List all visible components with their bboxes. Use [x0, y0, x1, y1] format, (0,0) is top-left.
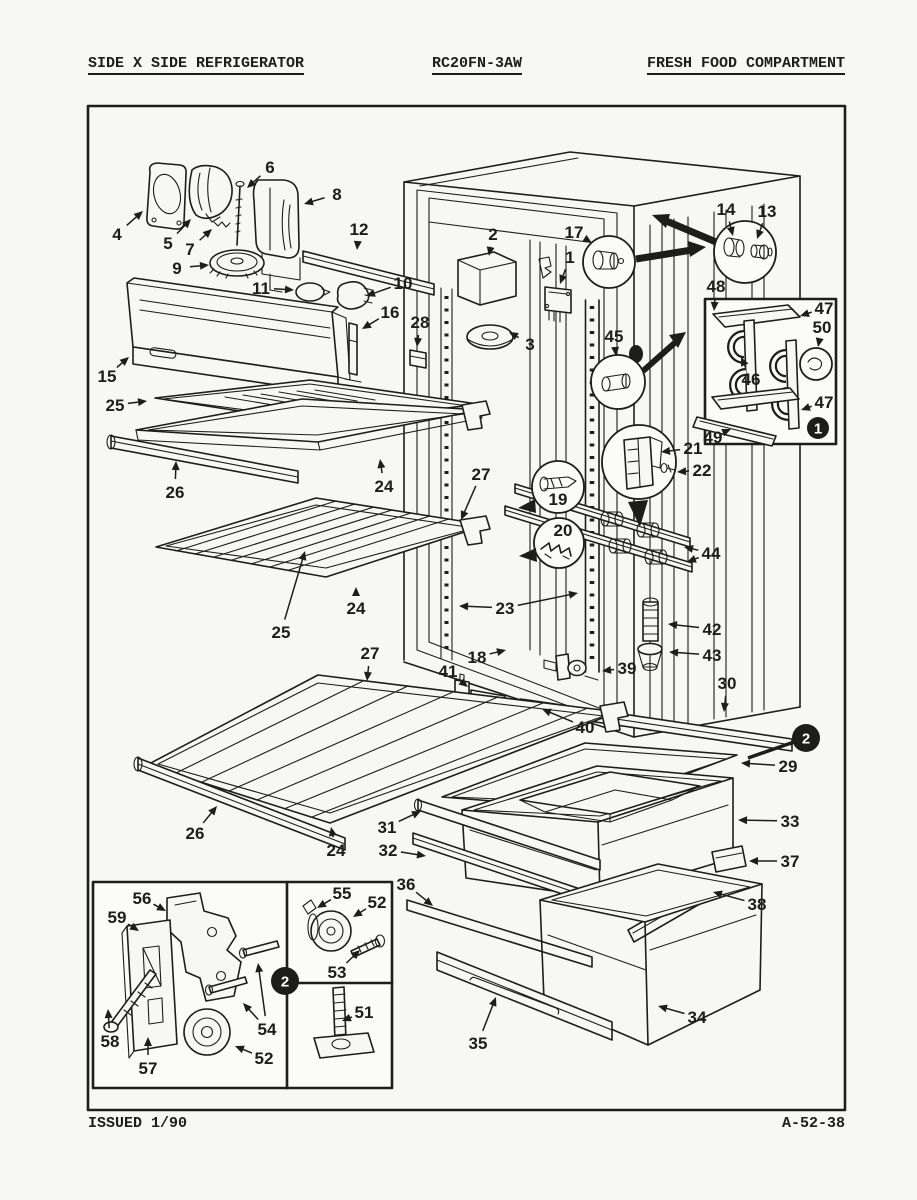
leader-arrowhead — [459, 602, 468, 610]
part-number-label: 32 — [378, 841, 398, 860]
part-number-label: 17 — [564, 223, 584, 242]
part-number-label: 43 — [702, 646, 722, 665]
part-number-label: 57 — [138, 1059, 158, 1078]
leader-arrowhead — [658, 1005, 668, 1013]
leader-arrowhead — [364, 672, 372, 681]
part-number-label: 45 — [604, 327, 624, 346]
part-number-label: 55 — [332, 884, 352, 903]
leader-arrowhead — [496, 648, 506, 656]
leader-arrowhead — [352, 587, 360, 596]
part-number-label: 15 — [97, 367, 117, 386]
leader-arrowhead — [354, 241, 362, 250]
lamp-and-control-parts — [127, 163, 434, 394]
leader-arrowhead — [285, 286, 294, 294]
leader-arrowhead — [568, 591, 578, 599]
part-number-label: 59 — [107, 908, 127, 927]
part-number-label: 23 — [495, 599, 515, 618]
part-number-label: 56 — [132, 889, 152, 908]
part-number-label: 10 — [393, 274, 413, 293]
part-number-label: 52 — [254, 1049, 274, 1068]
part-number-label: 14 — [716, 200, 736, 219]
part-number-label: 26 — [165, 483, 185, 502]
part-number-label: 8 — [332, 185, 342, 204]
part-number-label: 50 — [812, 318, 832, 337]
part-number-label: 20 — [553, 521, 573, 540]
part-number-label: 21 — [683, 439, 703, 458]
part-number-label: 5 — [163, 234, 173, 253]
part-number-label: 2 — [488, 225, 498, 244]
leader-arrowhead — [668, 621, 677, 629]
part-number-label: 25 — [271, 623, 291, 642]
part-number-label: 7 — [185, 240, 195, 259]
part-number-label: 48 — [706, 277, 726, 296]
part-number-label: 24 — [346, 599, 366, 618]
part-number-label: 33 — [780, 812, 800, 831]
part-number-label: 46 — [741, 370, 761, 389]
leader-arrowhead — [172, 461, 180, 470]
part-number-label: 19 — [548, 490, 568, 509]
part-number-label: 25 — [105, 396, 125, 415]
part-number-label: 22 — [692, 461, 712, 480]
part-number-label: 1 — [565, 248, 575, 267]
leader-arrowhead — [489, 997, 496, 1007]
part-number-label: 34 — [687, 1008, 707, 1027]
part-number-label: 54 — [257, 1020, 277, 1039]
part-number-label: 49 — [703, 428, 723, 447]
part-number-label: 24 — [326, 841, 346, 860]
header-model-category: SIDE X SIDE REFRIGERATOR — [88, 55, 304, 75]
leader-arrowhead — [304, 198, 314, 206]
leader-arrowhead — [200, 262, 209, 270]
footer-issued-date: ISSUED 1/90 — [88, 1115, 188, 1132]
leader-arrowhead — [749, 857, 758, 865]
part-number-label: 38 — [747, 895, 767, 914]
leader-arrowhead — [582, 235, 592, 243]
leader-arrowhead — [721, 703, 729, 712]
leader-arrowhead — [414, 338, 422, 347]
leader-line — [742, 820, 777, 821]
callout-badge-number: 2 — [801, 730, 811, 748]
part-number-label: 31 — [377, 818, 397, 837]
part-number-label: 41 — [438, 662, 458, 681]
part-number-label: 27 — [471, 465, 491, 484]
part-number-label: 18 — [467, 648, 487, 667]
part-number-label: 52 — [367, 893, 387, 912]
part-number-label: 47 — [814, 299, 834, 318]
part-number-label: 40 — [575, 718, 595, 737]
part-number-label: 24 — [374, 477, 394, 496]
part-number-label: 16 — [380, 303, 400, 322]
footer-page-number: A-52-38 — [781, 1115, 845, 1132]
leader-arrowhead — [377, 459, 385, 469]
crisper-assembly — [407, 742, 794, 1045]
part-number-label: 51 — [354, 1003, 374, 1022]
part-number-label: 47 — [814, 393, 834, 412]
part-number-label: 28 — [410, 313, 430, 332]
part-number-label: 9 — [172, 259, 182, 278]
part-number-label: 35 — [468, 1034, 488, 1053]
leader-arrowhead — [138, 398, 147, 406]
header-section-title: FRESH FOOD COMPARTMENT — [647, 55, 845, 75]
part-number-label: 4 — [112, 225, 122, 244]
leader-arrowhead — [738, 816, 747, 824]
part-number-label: 13 — [757, 202, 777, 221]
leader-arrowhead — [362, 321, 372, 329]
part-number-label: 36 — [396, 875, 416, 894]
part-number-label: 30 — [717, 674, 737, 693]
part-number-label: 12 — [349, 220, 369, 239]
part-number-label: 53 — [327, 963, 347, 982]
part-number-label: 11 — [252, 279, 270, 298]
part-number-label: 29 — [778, 757, 798, 776]
part-number-label: 3 — [525, 335, 535, 354]
callout-badge-number: 1 — [813, 420, 823, 438]
leader-arrowhead — [677, 467, 686, 475]
header-model-number: RC20FN-3AW — [432, 55, 522, 75]
inset-detail-box-2 — [93, 882, 392, 1088]
part-number-label: 42 — [702, 620, 722, 639]
leader-arrowhead — [602, 666, 611, 674]
part-number-label: 26 — [185, 824, 205, 843]
leader-arrowhead — [741, 760, 750, 768]
leader-arrowhead — [417, 851, 427, 859]
part-number-label: 39 — [617, 659, 637, 678]
part-number-label: 37 — [780, 852, 800, 871]
part-number-label: 58 — [100, 1032, 120, 1051]
callout-badge-number: 2 — [280, 973, 290, 991]
part-number-label: 44 — [701, 544, 721, 563]
part-number-label: 6 — [265, 158, 275, 177]
part-number-label: 27 — [360, 644, 380, 663]
